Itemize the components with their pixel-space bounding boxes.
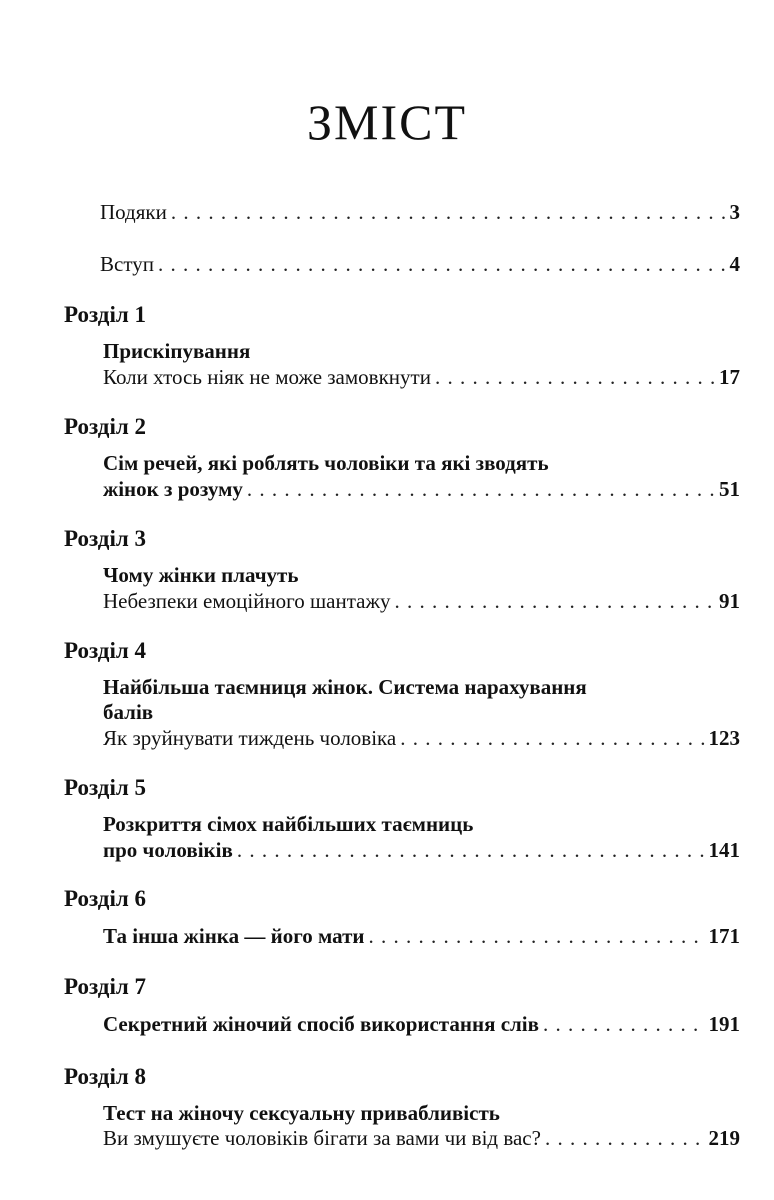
leader-dots xyxy=(171,198,726,226)
chapter-heading-1: Розділ 1 xyxy=(64,302,146,327)
page-number: 141 xyxy=(708,838,740,862)
chapter-heading-6: Розділ 6 xyxy=(64,886,146,911)
chapter-title-line: Та інша жінка — його мати xyxy=(103,924,365,948)
page-number: 171 xyxy=(708,924,740,948)
toc-entry-chapter-8[interactable] xyxy=(103,1124,740,1152)
chapter-heading-2: Розділ 2 xyxy=(64,414,146,439)
leader-dots xyxy=(158,250,726,278)
page-number: 3 xyxy=(729,200,740,224)
leader-dots xyxy=(400,724,704,752)
toc-entry-chapter-7[interactable] xyxy=(103,1010,740,1038)
chapter-title-5: Розкриття сімох найбільших таємниць xyxy=(103,812,474,836)
chapter-title-line: Секретний жіночий спосіб використання слів xyxy=(103,1012,539,1036)
toc-entry-chapter-4[interactable] xyxy=(103,724,740,752)
toc-entry-chapter-2[interactable] xyxy=(103,475,740,503)
leader-dots xyxy=(247,475,715,503)
chapter-title-1: Прискіпування xyxy=(103,339,251,363)
toc-entry-chapter-6[interactable] xyxy=(103,922,740,950)
toc-entry-introduction[interactable] xyxy=(100,250,740,278)
chapter-heading-3: Розділ 3 xyxy=(64,526,146,551)
chapter-title-line: про чоловіків xyxy=(103,838,233,862)
page-number: 191 xyxy=(708,1012,740,1036)
toc-entry-label: Подяки xyxy=(100,200,167,224)
page-number: 51 xyxy=(719,477,740,501)
chapter-title-2: Сім речей, які роблять чоловіки та які зводять xyxy=(103,451,549,475)
chapter-title-4: Найбільша таємниця жінок. Система нарахування xyxy=(103,675,587,699)
toc-entry-chapter-1[interactable] xyxy=(103,363,740,391)
page-number: 17 xyxy=(719,365,740,389)
page-title: ЗМІСТ xyxy=(306,94,468,150)
leader-dots xyxy=(435,363,715,391)
leader-dots xyxy=(543,1010,705,1038)
chapter-subtitle: Коли хтось ніяк не може замовкнути xyxy=(103,365,431,389)
toc-entry-label: Вступ xyxy=(100,252,154,276)
leader-dots xyxy=(237,836,705,864)
chapter-title-line: жінок з розуму xyxy=(103,477,243,501)
chapter-heading-5: Розділ 5 xyxy=(64,775,146,800)
toc-entry-acknowledgements[interactable] xyxy=(100,198,740,226)
page-number: 219 xyxy=(708,1126,740,1150)
chapter-subtitle: Як зруйнувати тиждень чоловіка xyxy=(103,726,397,750)
leader-dots xyxy=(395,587,715,615)
chapter-heading-8: Розділ 8 xyxy=(64,1064,146,1089)
chapter-heading-7: Розділ 7 xyxy=(64,974,146,999)
chapter-title-8: Тест на жіночу сексуальну привабливість xyxy=(103,1101,500,1125)
toc-entry-chapter-5[interactable] xyxy=(103,836,740,864)
toc-entry-chapter-3[interactable] xyxy=(103,587,740,615)
leader-dots xyxy=(545,1124,705,1152)
chapter-subtitle: Небезпеки емоційного шантажу xyxy=(103,589,391,613)
chapter-title-3: Чому жінки плачуть xyxy=(103,563,299,587)
page-number: 4 xyxy=(729,252,740,276)
chapter-title-4-cont: балів xyxy=(103,700,154,724)
page-number: 123 xyxy=(708,726,740,750)
leader-dots xyxy=(369,922,705,950)
chapter-heading-4: Розділ 4 xyxy=(64,638,146,663)
page-number: 91 xyxy=(719,589,740,613)
chapter-subtitle: Ви змушуєте чоловіків бігати за вами чи від вас? xyxy=(103,1126,541,1150)
